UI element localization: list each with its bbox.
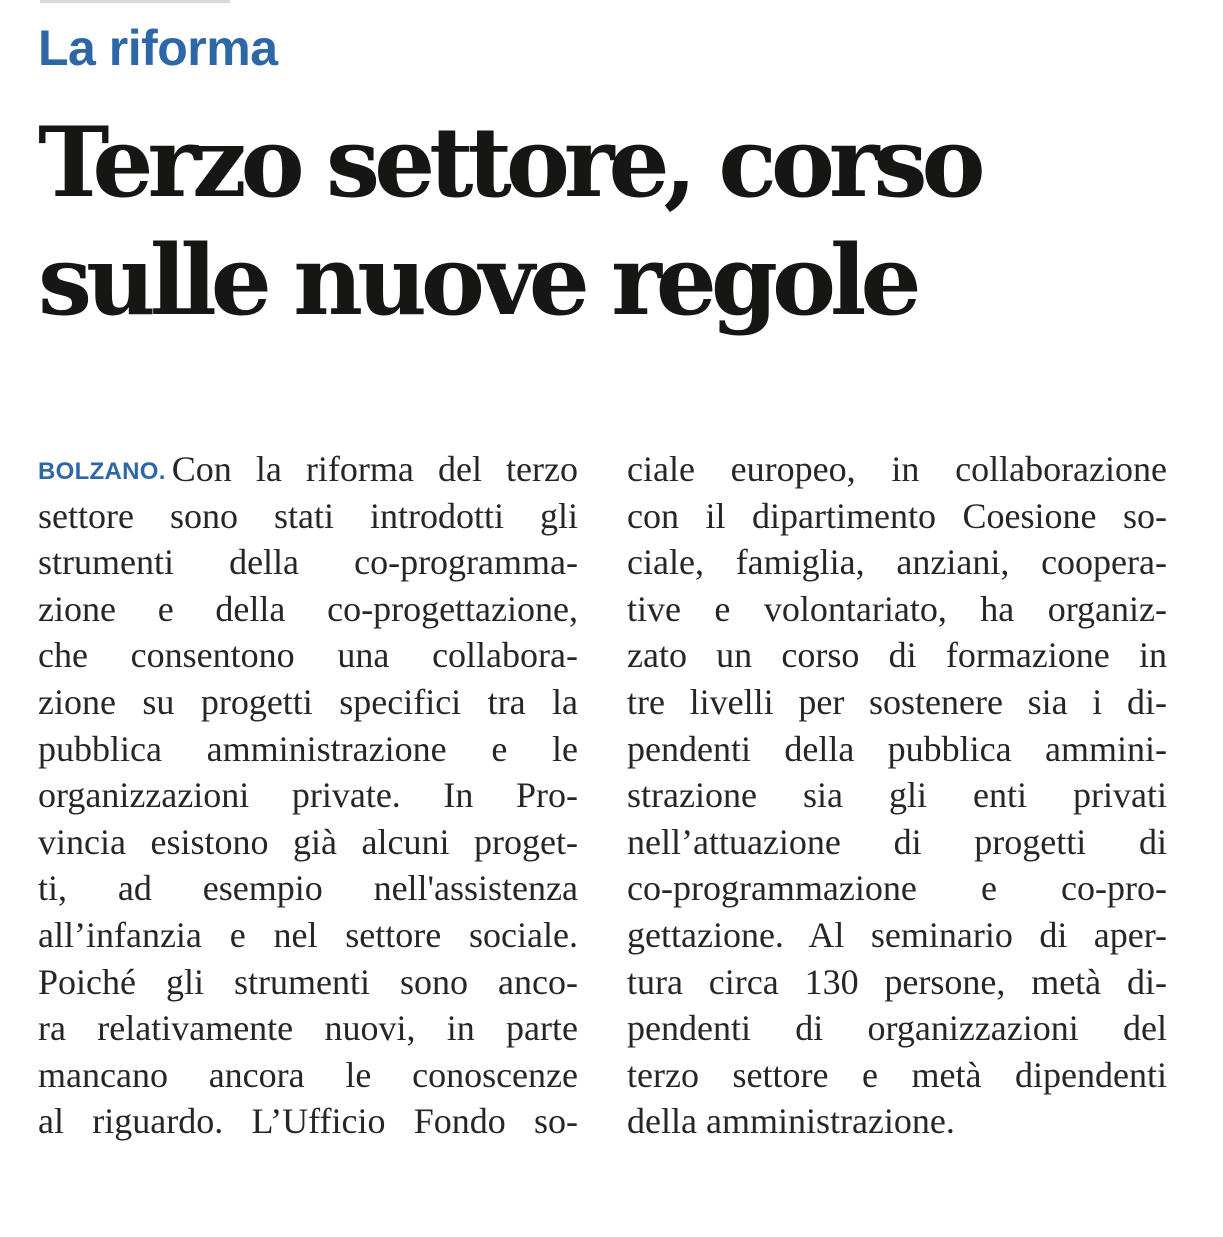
body-line: zato un corso di formazione in bbox=[627, 635, 1167, 676]
body-line: della amministrazione. bbox=[627, 1101, 955, 1142]
body-line: pendenti della pubblica ammini- bbox=[627, 728, 1167, 769]
body-line: ra relativamente nuovi, in parte bbox=[38, 1008, 578, 1049]
body-line: mancano ancora le conoscenze bbox=[38, 1054, 578, 1095]
body-line: pubblica amministrazione e le bbox=[38, 728, 578, 769]
body-line: settore sono stati introdotti gli bbox=[38, 495, 578, 536]
body-line: strumenti della co-programma- bbox=[38, 542, 578, 583]
article-column-left bbox=[38, 446, 578, 1145]
body-line: strazione sia gli enti privati bbox=[627, 775, 1167, 816]
body-line-text: Con la riforma del terzo bbox=[171, 449, 578, 489]
body-line: ciale europeo, in collaborazione bbox=[627, 449, 1167, 489]
body-line: ciale, famiglia, anziani, coopera- bbox=[627, 542, 1167, 583]
body-line: nell’attuazione di progetti di bbox=[627, 821, 1167, 862]
body-line: che consentono una collabora- bbox=[38, 635, 578, 676]
article-column-right bbox=[627, 446, 1167, 1145]
body-line: tre livelli per sostenere sia i di- bbox=[627, 681, 1167, 722]
dateline: BOLZANO. bbox=[38, 458, 166, 485]
body-line bbox=[38, 446, 578, 493]
body-line: ti, ad esempio nell'assistenza bbox=[38, 868, 578, 909]
headline-line-2: sulle nuove regole bbox=[38, 224, 916, 337]
body-line: zione su progetti specifici tra la bbox=[38, 681, 578, 722]
body-line: all’infanzia e nel settore sociale. bbox=[38, 914, 578, 955]
body-line: pendenti di organizzazioni del bbox=[627, 1008, 1167, 1049]
body-line: vincia esistono già alcuni proget- bbox=[38, 821, 578, 862]
section-kicker: La riforma bbox=[38, 20, 278, 76]
article-headline bbox=[38, 104, 1198, 340]
headline-line-1: Terzo settore, corso bbox=[38, 106, 980, 219]
body-line: organizzazioni private. In Pro- bbox=[38, 775, 578, 816]
body-line: terzo settore e metà dipendenti bbox=[627, 1054, 1167, 1095]
body-line: co-programmazione e co-pro- bbox=[627, 868, 1167, 909]
body-line: zione e della co-progettazione, bbox=[38, 588, 578, 629]
body-line: tive e volontariato, ha organiz- bbox=[627, 588, 1167, 629]
top-rule bbox=[40, 0, 230, 3]
body-line: tura circa 130 persone, metà di- bbox=[627, 961, 1167, 1002]
body-line: al riguardo. L’Ufficio Fondo so- bbox=[38, 1101, 578, 1142]
body-line: Poiché gli strumenti sono anco- bbox=[38, 961, 578, 1002]
body-line: gettazione. Al seminario di aper- bbox=[627, 914, 1167, 955]
body-line: con il dipartimento Coesione so- bbox=[627, 495, 1167, 536]
